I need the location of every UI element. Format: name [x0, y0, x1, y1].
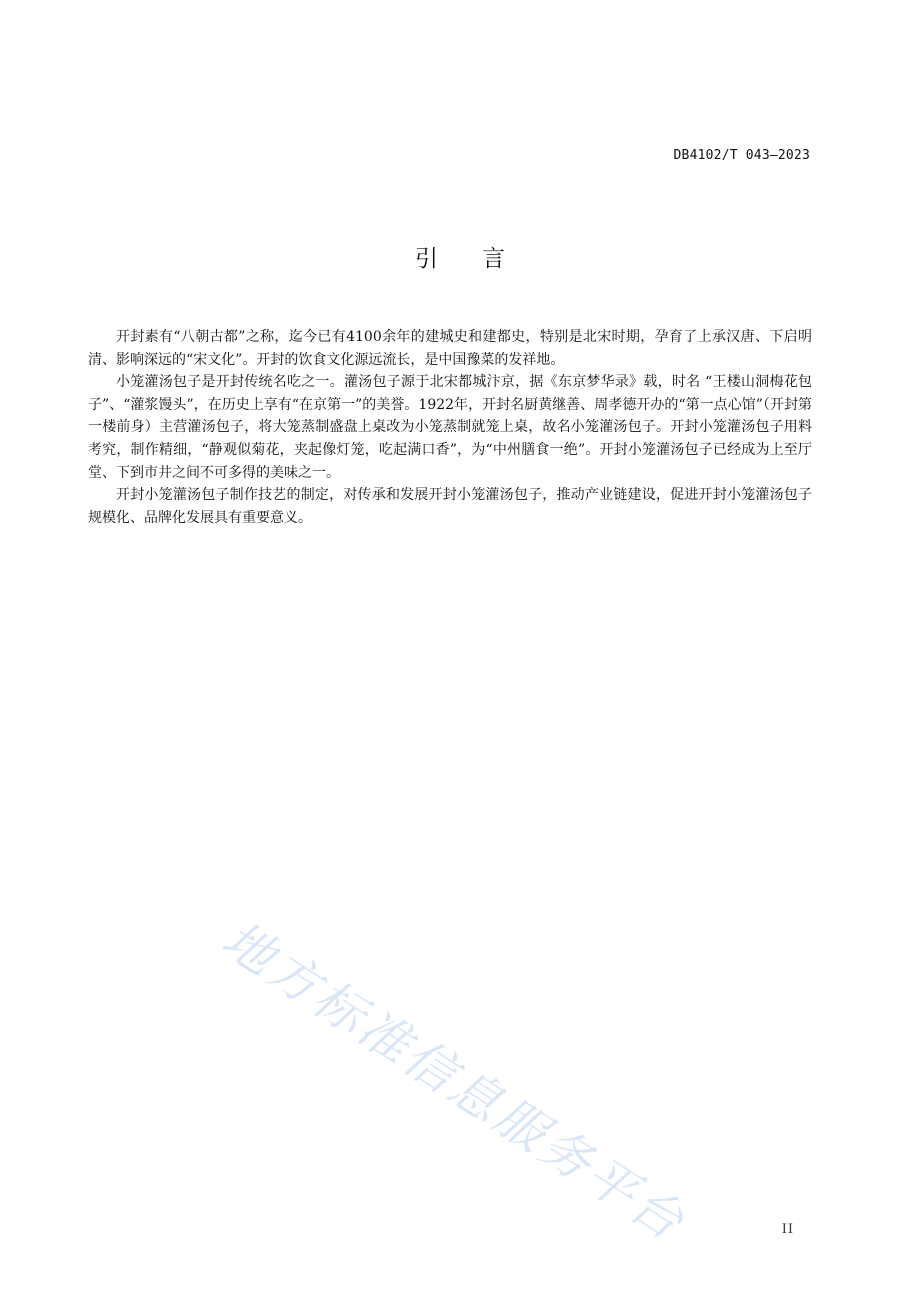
page-number: II: [781, 1222, 794, 1237]
document-code: DB4102/T 043—2023: [673, 148, 810, 163]
page-title: 引言: [415, 246, 549, 272]
paragraph-3: 开封小笼灌汤包子制作技艺的制定，对传承和发展开封小笼灌汤包子，推动产业链建设，促进开封小笼灌汤包子规模化、品牌化发展具有重要意义。: [88, 487, 812, 526]
body-text: [88, 326, 812, 529]
watermark: 地方标准信息服务平台: [212, 910, 697, 1253]
paragraph-2: 小笼灌汤包子是开封传统名吃之一。灌汤包子源于北宋都城汴京，据《东京梦华录》载，时名 “王楼山洞梅花包子”、“灌浆馒头”，在历史上享有“在京第一”的美誉。1922年，开封名厨黄继善、周孝德开办的“第一点心馆”（开封第一楼前身）主营灌汤包子，将大笼蒸制盛盘上桌改为小笼蒸制就笼上桌，故名小笼灌汤包子。开封小笼灌汤包子用料考究，制作精细，“静观似菊花，夹起像灯笼，吃起满口香”，为“中州膳食一绝”。开封小笼灌汤包子已经成为上至厅堂、下到市井之间不可多得的美味之一。: [88, 374, 812, 481]
paragraph-1: 开封素有“八朝古都”之称，迄今已有4100余年的建城史和建都史，特别是北宋时期，孕育了上承汉唐、下启明清、影响深远的“宋文化”。开封的饮食文化源远流长，是中国豫菜的发祥地。: [88, 329, 812, 368]
